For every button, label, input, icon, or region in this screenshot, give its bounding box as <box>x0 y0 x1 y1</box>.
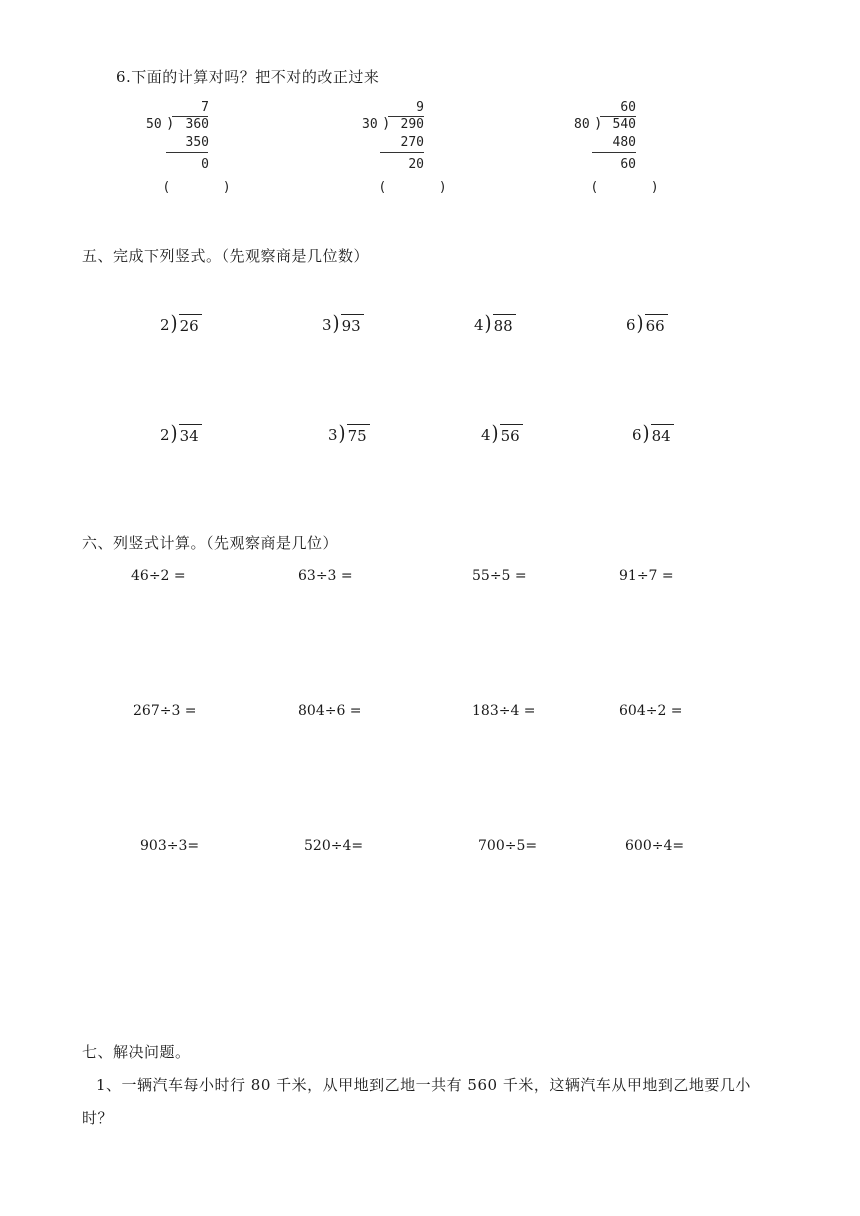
division-expression: 903÷3= <box>140 838 200 854</box>
long-division-setup <box>160 311 202 336</box>
division-bracket-icon: ) <box>170 311 178 336</box>
dividend: 93 <box>341 314 364 336</box>
division-expression: 55÷5 = <box>472 568 527 584</box>
answer-paren-close: ) <box>652 180 658 195</box>
division-expression: 700÷5= <box>478 838 538 854</box>
division-bracket-icon: ) <box>642 421 650 446</box>
divisor: 3 <box>322 316 332 334</box>
section-5-title: 五、完成下列竖式。（先观察商是几位数） <box>82 247 370 265</box>
product: 270 <box>400 135 424 150</box>
divisor: 80 <box>574 117 590 132</box>
remainder: 60 <box>620 157 636 172</box>
q6-title: 6.下面的计算对吗？把不对的改正过来 <box>116 68 380 86</box>
quotient: 7 <box>201 100 209 115</box>
dividend: 66 <box>645 314 668 336</box>
divisor: 2 <box>160 426 170 444</box>
answer-paren-open: ( <box>164 180 170 195</box>
divisor: 30 <box>362 117 378 132</box>
long-division-problem <box>572 100 682 200</box>
remainder: 0 <box>201 157 209 172</box>
dividend: 75 <box>347 424 370 446</box>
division-expression: 600÷4= <box>625 838 685 854</box>
section-7-title: 七、解决问题。 <box>82 1043 191 1061</box>
dividend: 290 <box>400 117 424 132</box>
division-bracket-icon: ) <box>338 421 346 446</box>
long-division-problem <box>360 100 470 200</box>
division-expression: 520÷4= <box>304 838 364 854</box>
division-expression: 604÷2 = <box>619 703 683 719</box>
division-bracket-icon: ) <box>332 311 340 336</box>
dividend: 26 <box>179 314 202 336</box>
answer-paren-close: ) <box>224 180 230 195</box>
quotient: 9 <box>416 100 424 115</box>
answer-paren-close: ) <box>440 180 446 195</box>
division-bracket-icon: ) <box>166 116 175 132</box>
division-bracket-icon: ) <box>594 116 603 132</box>
remainder: 20 <box>408 157 424 172</box>
divisor: 6 <box>626 316 636 334</box>
dividend: 34 <box>179 424 202 446</box>
dividend: 360 <box>185 117 209 132</box>
divisor: 4 <box>474 316 484 334</box>
long-division-setup <box>328 421 370 446</box>
divisor: 4 <box>481 426 491 444</box>
division-bracket-icon: ) <box>382 116 391 132</box>
word-problem-line: 1、一辆汽车每小时行 80 千米，从甲地到乙地一共有 560 千米，这辆汽车从甲地到乙地要几小 <box>96 1076 751 1094</box>
division-expression: 267÷3 = <box>133 703 197 719</box>
answer-paren-open: ( <box>592 180 598 195</box>
division-expression: 91÷7 = <box>619 568 674 584</box>
divisor: 50 <box>146 117 162 132</box>
product: 480 <box>612 135 636 150</box>
long-division-setup <box>626 311 668 336</box>
division-bracket-icon: ) <box>484 311 492 336</box>
division-expression: 804÷6 = <box>298 703 362 719</box>
division-expression: 63÷3 = <box>298 568 353 584</box>
division-expression: 183÷4 = <box>472 703 536 719</box>
dividend: 84 <box>651 424 674 446</box>
division-expression: 46÷2 = <box>131 568 186 584</box>
long-division-problem <box>144 100 254 200</box>
divisor: 3 <box>328 426 338 444</box>
section-6-title: 六、列竖式计算。（先观察商是几位） <box>82 534 339 552</box>
subtraction-line <box>166 152 208 153</box>
long-division-setup <box>474 311 516 336</box>
long-division-setup <box>632 421 674 446</box>
quotient: 60 <box>620 100 636 115</box>
long-division-setup <box>481 421 523 446</box>
word-problem-line: 时？ <box>82 1109 114 1127</box>
division-bracket-icon: ) <box>491 421 499 446</box>
subtraction-line <box>380 152 424 153</box>
subtraction-line <box>592 152 636 153</box>
answer-paren-open: ( <box>380 180 386 195</box>
dividend: 88 <box>493 314 516 336</box>
division-bracket-icon: ) <box>636 311 644 336</box>
division-bracket-icon: ) <box>170 421 178 446</box>
long-division-setup <box>322 311 364 336</box>
dividend: 56 <box>500 424 523 446</box>
divisor: 6 <box>632 426 642 444</box>
long-division-setup <box>160 421 202 446</box>
dividend: 540 <box>612 117 636 132</box>
divisor: 2 <box>160 316 170 334</box>
product: 350 <box>185 135 209 150</box>
